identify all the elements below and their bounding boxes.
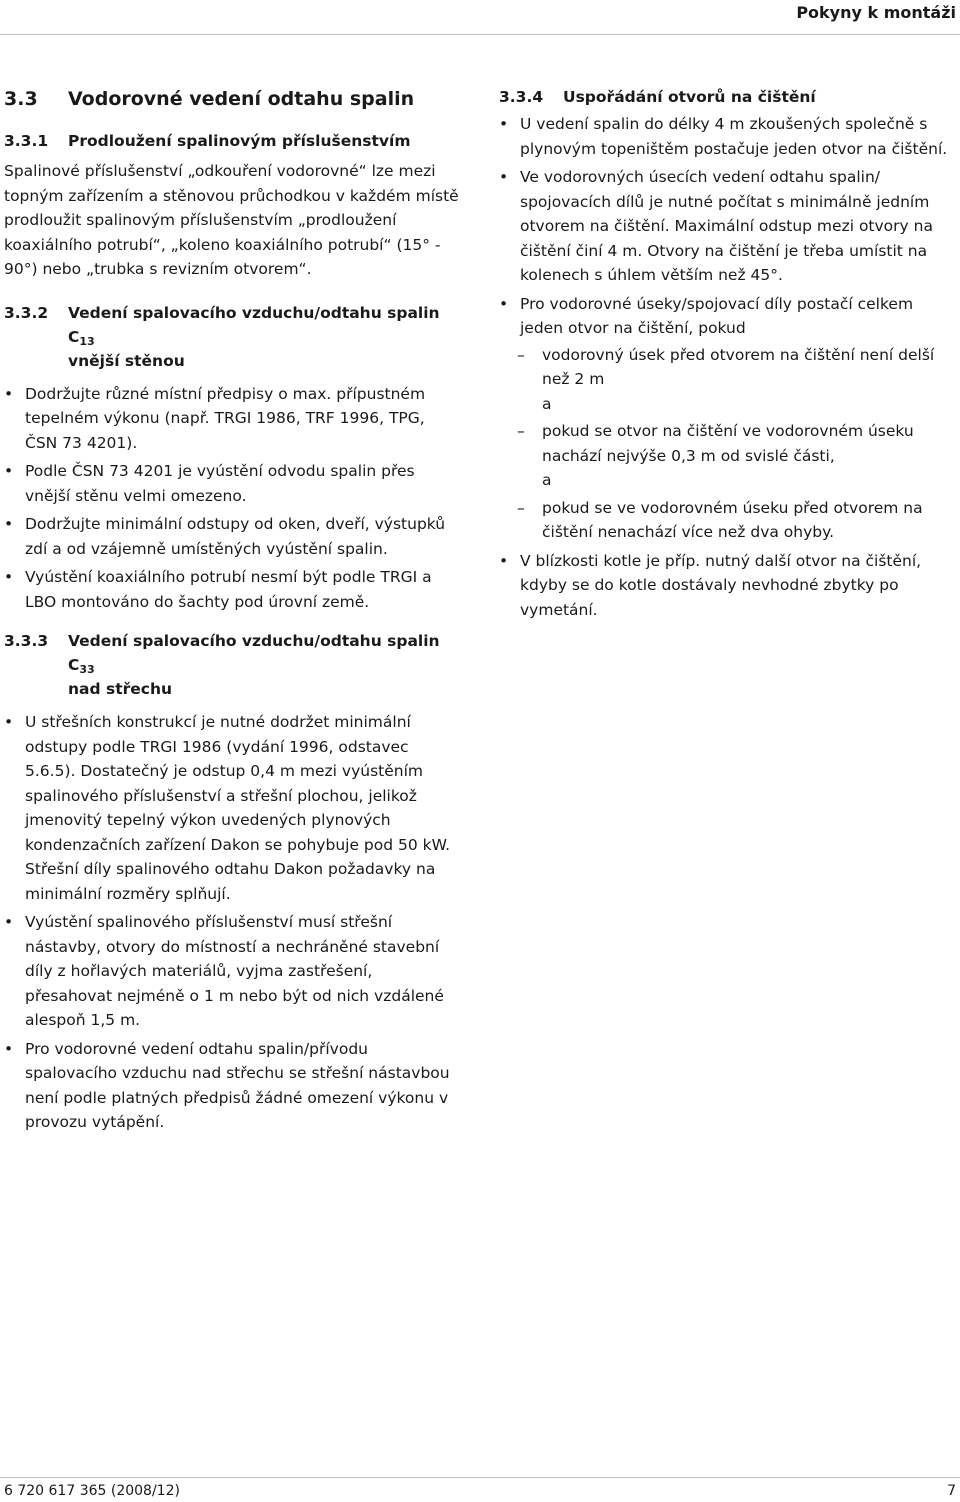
left-column bbox=[4, 84, 460, 1139]
section-heading-3-3-3 bbox=[4, 629, 460, 701]
document-number: 6 720 617 365 (2008/12) bbox=[4, 1483, 180, 1499]
section-number: 3.3.2 bbox=[4, 303, 49, 322]
dash-list bbox=[520, 343, 955, 545]
right-column bbox=[499, 85, 955, 626]
list-item: • Dodržujte různé místní předpisy o max. přípustném tepelném výkonu (např. TRGI 1986, TRF 1996, TPG, ČSN 73 4201). bbox=[4, 382, 460, 456]
list-item-text: Pro vodorovné úseky/spojovací díly postačí celkem jeden otvor na čištění, pokud bbox=[520, 294, 914, 337]
list-item: • Podle ČSN 73 4201 je vyústění odvodu spalin přes vnější stěnu velmi omezeno. bbox=[4, 459, 460, 508]
section-title: Vedení spalovacího vzduchu/odtahu spalin $C_{33}$ nad střechu bbox=[68, 632, 440, 698]
list-item: • Pro vodorovné vedení odtahu spalin/přívodu spalovacího vzduchu nad střechu se střešní nástavbou není podle platných předpisů žádné omezení výkonu v provozu vytápění. bbox=[4, 1037, 460, 1135]
dash-item: – pokud se ve vodorovném úseku před otvorem na čištění nenachází více než dva ohyby. bbox=[520, 496, 955, 545]
section-title: Prodloužení spalinovým příslušenstvím bbox=[68, 132, 411, 150]
bullet-list bbox=[4, 710, 460, 1135]
section-title: Vedení spalovacího vzduchu/odtahu spalin $C_{13}$ vnější stěnou bbox=[68, 303, 440, 370]
bullet-list bbox=[499, 112, 955, 622]
dash-item: – pokud se otvor na čištění ve vodorovném úseku nachází nejvýše 0,3 m od svislé části, a bbox=[520, 419, 955, 493]
conjunction: a bbox=[542, 394, 552, 413]
list-item: • U vedení spalin do délky 4 m zkoušených společně s plynovým topeništěm postačuje jeden otvor na čištění. bbox=[499, 112, 955, 161]
section-title: Uspořádání otvorů na čištění bbox=[563, 88, 816, 106]
bullet-list bbox=[4, 382, 460, 615]
page-header bbox=[0, 0, 960, 35]
section-title: Vodorovné vedení odtahu spalin bbox=[68, 88, 415, 110]
list-item: • Ve vodorovných úsecích vedení odtahu spalin/ spojovacích dílů je nutné počítat s minimálně jedním otvorem na čištění. Maximální odstup mezi otvory na čištění činí 4 m. Otvory na čištění je třeba umístit na kolenech s úhlem větším než 45°. bbox=[499, 165, 955, 288]
list-item: • Dodržujte minimální odstupy od oken, dveří, výstupků zdí a od vzájemně umístěných vyústění spalin. bbox=[4, 512, 460, 561]
list-item bbox=[499, 292, 955, 545]
footer-divider bbox=[0, 1477, 960, 1478]
section-number: 3.3.1 bbox=[4, 132, 49, 150]
section-number: 3.3 bbox=[4, 88, 38, 110]
section-heading-3-3-2 bbox=[4, 301, 460, 373]
section-number: 3.3.3 bbox=[4, 632, 49, 650]
conjunction: a bbox=[542, 471, 552, 489]
section-heading-3-3 bbox=[4, 84, 460, 114]
paragraph: Spalinové příslušenství „odkouření vodorovné“ lze mezi topným zařízením a stěnovou průchodkou v každém místě prodloužit spalinovým příslušenstvím „prodloužení koaxiálního potrubí“, „koleno koaxiálního potrubí“ (15° - 90°) nebo „trubka s revizním otvorem“. bbox=[4, 162, 459, 278]
page-number: 7 bbox=[947, 1483, 956, 1499]
list-item: • Vyústění koaxiálního potrubí nesmí být podle TRGI a LBO montováno do šachty pod úrovní země. bbox=[4, 565, 460, 614]
list-item: • U střešních konstrukcí je nutné dodržet minimální odstupy podle TRGI 1986 (vydání 1996, odstavec 5.6.5). Dostatečný je odstup 0,4 m mezi vyústěním spalinového příslušenství a střešní plochou, jelikož jmenovitý tepelný výkon uvedených plynových kondenzačních zařízení Dakon se pohybuje pod 50 kW. Střešní díly spalinového odtahu Dakon požadavky na minimální rozměry splňují. bbox=[4, 710, 460, 906]
list-item: • Vyústění spalinového příslušenství musí střešní nástavby, otvory do místností a nechráněné stavební díly z hořlavých materiálů, vyjma zastřešení, přesahovat nejméně o 1 m nebo být od nich vzdálené alespoň 1,5 m. bbox=[4, 910, 460, 1033]
header-title: Pokyny k montáži bbox=[796, 3, 956, 22]
list-item: • V blízkosti kotle je příp. nutný další otvor na čištění, kdyby se do kotle dostávaly nevhodné zbytky po vymetání. bbox=[499, 549, 955, 623]
section-number: 3.3.4 bbox=[499, 88, 544, 106]
section-heading-3-3-1 bbox=[4, 129, 460, 153]
section-heading-3-3-4 bbox=[499, 85, 955, 109]
dash-item: – vodorovný úsek před otvorem na čištění není delší než 2 m a bbox=[520, 343, 955, 417]
